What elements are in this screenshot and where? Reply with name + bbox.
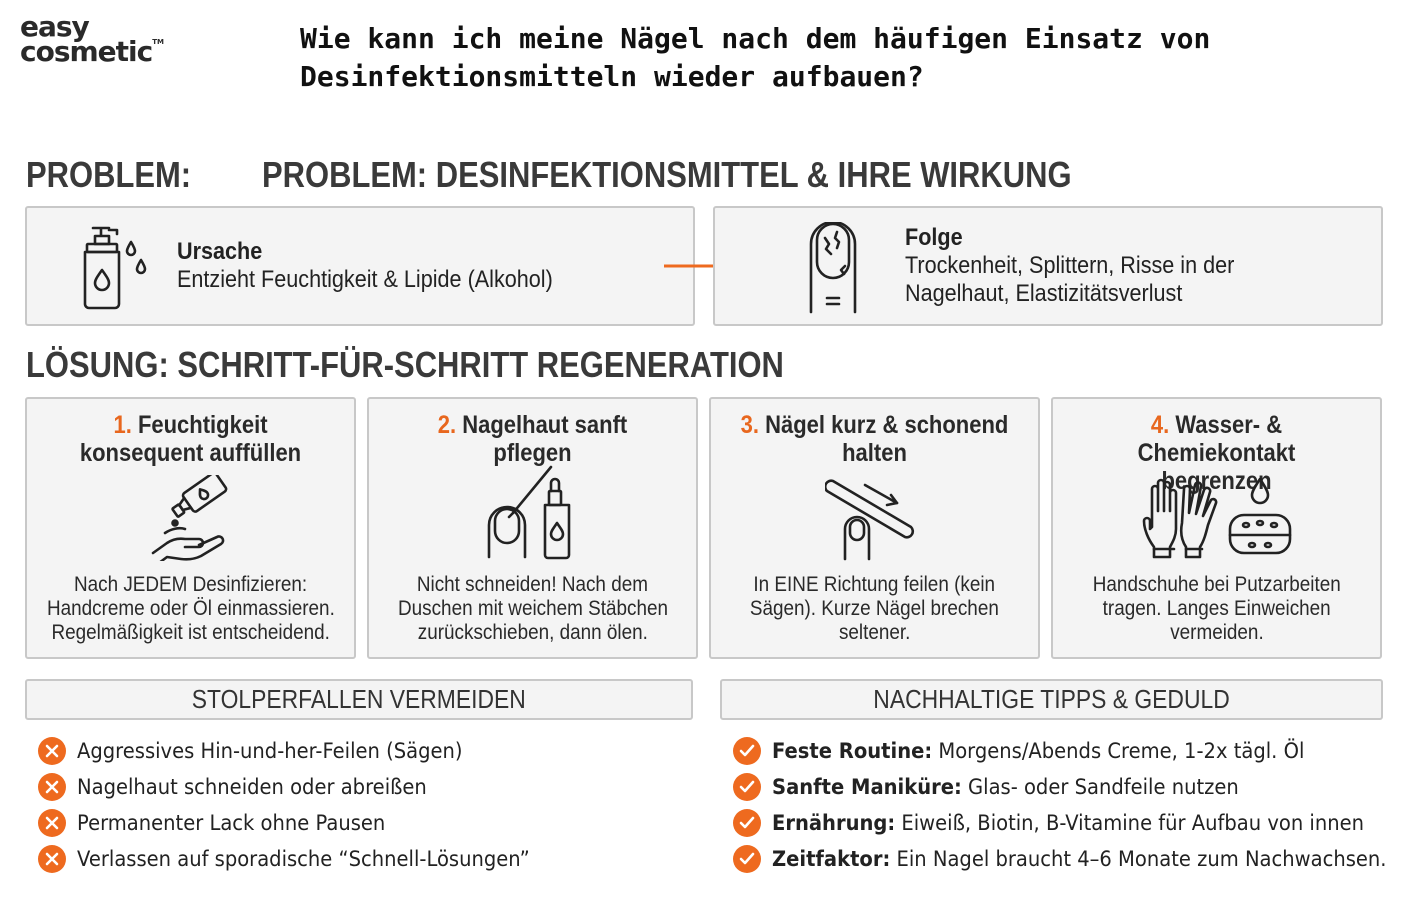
check-mark-icon [733, 845, 761, 873]
step-title [711, 411, 1038, 467]
tip-text [772, 739, 1304, 763]
tips-heading-text: NACHHALTIGE TIPPS & GEDULD [873, 684, 1230, 714]
nail-file-icon [825, 475, 925, 566]
check-mark-icon [733, 737, 761, 765]
brand-logo [20, 10, 164, 69]
list-item [733, 769, 1408, 805]
cause-text [177, 238, 553, 294]
step-title [369, 411, 696, 467]
list-item [38, 769, 564, 805]
step-description [27, 573, 354, 645]
hand-cream-icon [151, 475, 231, 566]
step-desc-line: Nach JEDEM Desinfizieren: [73, 573, 308, 596]
step-desc-line: Handcreme oder Öl einmassieren. [46, 597, 335, 620]
tip-label: Ernährung: [772, 811, 896, 835]
step-desc-line: vermeiden. [1169, 621, 1264, 644]
pitfalls-heading-text: STOLPERFALLEN VERMEIDEN [192, 684, 526, 714]
step-title [27, 411, 354, 467]
step-desc-line: Regelmäßigkeit ist entscheidend. [51, 621, 330, 644]
tip-text [772, 847, 1386, 871]
step-desc-line: Nicht schneiden! Nach dem [416, 573, 649, 596]
step-heading: Wasser- & Chemiekontakt begrenzen [1137, 411, 1296, 495]
list-item [38, 841, 564, 877]
effect-heading: Folge [905, 224, 963, 251]
tip-detail: Glas- oder Sandfeile nutzen [961, 775, 1239, 799]
effect-line-2: Nagelhaut, Elastizitätsverlust [905, 280, 1183, 307]
step-card-4 [1051, 397, 1382, 659]
pitfalls-heading [25, 679, 693, 720]
tips-list [733, 733, 1408, 877]
step-desc-line: zurückschieben, dann ölen. [417, 621, 648, 644]
tips-heading [720, 679, 1383, 720]
step-card-2 [367, 397, 698, 659]
effect-text [905, 224, 1234, 308]
step-card-3 [709, 397, 1040, 659]
brand-line-1: easy [20, 10, 89, 43]
step-description [1053, 573, 1380, 645]
tip-label: Feste Routine: [772, 739, 933, 763]
x-mark-icon [38, 773, 66, 801]
tip-label: Zeitfaktor: [772, 847, 891, 871]
step-desc-line: Sägen). Kurze Nägel brechen [749, 597, 999, 620]
step-desc-line: seltener. [838, 621, 911, 644]
tip-detail: Ein Nagel braucht 4–6 Monate zum Nachwachsen. [890, 847, 1387, 871]
tip-text [772, 775, 1239, 799]
problem-label: PROBLEM: [26, 154, 192, 195]
brand-line-2: cosmetic [20, 35, 153, 69]
step-desc-line: tragen. Langes Einweichen [1102, 597, 1331, 620]
step-number: 4. [1150, 411, 1170, 439]
tip-detail: Eiweiß, Biotin, B-Vitamine für Aufbau von innen [895, 811, 1365, 835]
step-number: 1. [113, 411, 132, 439]
x-mark-icon [38, 737, 66, 765]
tip-text [772, 811, 1364, 835]
brand-trademark: TM [152, 38, 164, 47]
step-number: 3. [740, 411, 759, 439]
step-number: 2. [437, 411, 457, 439]
list-item [38, 733, 564, 769]
step-heading: Feuchtigkeit konsequent auffüllen [79, 411, 302, 467]
step-desc-line: Handschuhe bei Putzarbeiten [1092, 573, 1341, 596]
x-mark-icon [38, 809, 66, 837]
x-mark-icon [38, 845, 66, 873]
cause-description: Entzieht Feuchtigkeit & Lipide (Alkohol) [177, 266, 553, 293]
cuticle-oil-icon [483, 463, 583, 566]
step-heading: Nagelhaut sanft pflegen [462, 411, 628, 467]
page-title: Wie kann ich meine Nägel nach dem häufigen Einsatz von Desinfektionsmitteln wieder aufbauen? [300, 22, 1211, 93]
solution-title: LÖSUNG: SCHRITT-FÜR-SCHRITT REGENERATION [26, 344, 784, 385]
step-heading: Nägel kurz & schonend halten [765, 411, 1009, 467]
step-description [711, 573, 1038, 645]
list-item [733, 733, 1408, 769]
tip-detail: Morgens/Abends Creme, 1-2x tägl. Öl [932, 739, 1305, 763]
cracked-nail-icon [803, 222, 863, 319]
problem-title: PROBLEM: DESINFEKTIONSMITTEL & IHRE WIRKUNG [262, 154, 1072, 195]
gloves-sponge-icon [1142, 475, 1292, 566]
cause-box [25, 206, 695, 326]
tip-label: Sanfte Maniküre: [772, 775, 962, 799]
step-desc-line: In EINE Richtung feilen (kein [753, 573, 996, 596]
list-item [38, 805, 564, 841]
effect-box [713, 206, 1383, 326]
pitfall-text: Aggressives Hin-und-her-Feilen (Sägen) [77, 739, 463, 763]
step-desc-line: Duschen mit weichem Stäbchen [397, 597, 668, 620]
pump-bottle-icon [79, 226, 149, 317]
list-item [733, 805, 1408, 841]
pitfall-text: Nagelhaut schneiden oder abreißen [77, 775, 427, 799]
effect-line-1: Trockenheit, Splittern, Risse in der [905, 252, 1235, 279]
pitfall-text: Verlassen auf sporadische “Schnell-Lösungen” [77, 847, 530, 871]
check-mark-icon [733, 773, 761, 801]
check-mark-icon [733, 809, 761, 837]
list-item [733, 841, 1408, 877]
step-card-1 [25, 397, 356, 659]
pitfall-text: Permanenter Lack ohne Pausen [77, 811, 386, 835]
cause-heading: Ursache [177, 238, 263, 265]
step-description [369, 573, 696, 645]
pitfalls-list [38, 733, 564, 877]
